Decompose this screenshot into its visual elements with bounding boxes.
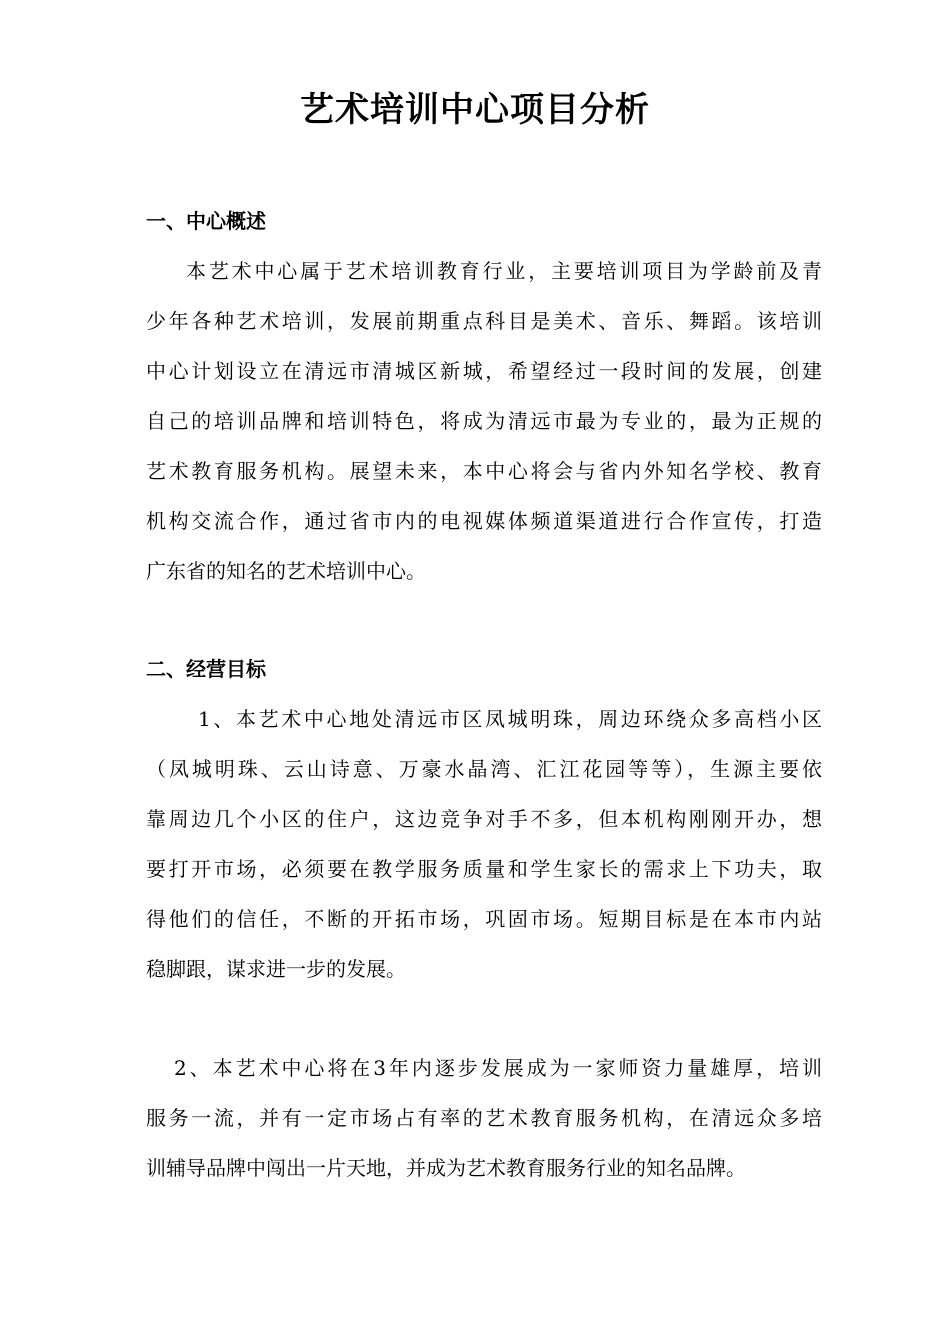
paragraph-line: 中心计划设立在清远市清城区新城，希望经过一段时间的发展，创建 <box>146 359 822 383</box>
paragraph-line: 1、本艺术中心地处清远市区凤城明珠，周边环绕众多高档小区 <box>198 707 822 731</box>
paragraph-line: 机构交流合作，通过省市内的电视媒体频道渠道进行合作宣传，打造 <box>146 509 822 533</box>
paragraph-line: （凤城明珠、云山诗意、万豪水晶湾、汇江花园等等），生源主要依 <box>146 757 822 781</box>
goal-paragraph-1 <box>146 694 822 994</box>
paragraph-line: 少年各种艺术培训，发展前期重点科目是美术、音乐、舞蹈。该培训 <box>146 309 822 333</box>
paragraph-line: 得他们的信任，不断的开拓市场，巩固市场。短期目标是在本市内站 <box>146 907 822 931</box>
paragraph-line: 本艺术中心属于艺术培训教育行业，主要培训项目为学龄前及青 <box>186 259 822 283</box>
section-heading-goals: 二、经营目标 <box>146 657 266 681</box>
paragraph-line: 2、本艺术中心将在3年内逐步发展成为一家师资力量雄厚，培训 <box>174 1056 822 1080</box>
document-title: 艺术培训中心项目分析 <box>300 90 650 130</box>
goal-paragraph-2 <box>146 1043 822 1193</box>
paragraph-line: 靠周边几个小区的住户，这边竞争对手不多，但本机构刚刚开办，想 <box>146 807 822 831</box>
paragraph-line: 训辅导品牌中闯出一片天地，并成为艺术教育服务行业的知名品牌。 <box>146 1156 746 1180</box>
section-heading-overview: 一、中心概述 <box>146 209 266 233</box>
overview-paragraph <box>146 246 822 596</box>
paragraph-line: 服务一流，并有一定市场占有率的艺术教育服务机构，在清远众多培 <box>146 1106 822 1130</box>
paragraph-line: 广东省的知名的艺术培训中心。 <box>146 559 426 583</box>
paragraph-line: 艺术教育服务机构。展望未来，本中心将会与省内外知名学校、教育 <box>146 459 822 483</box>
paragraph-line: 要打开市场，必须要在教学服务质量和学生家长的需求上下功夫，取 <box>146 857 822 881</box>
paragraph-line: 自己的培训品牌和培训特色，将成为清远市最为专业的，最为正规的 <box>146 409 822 433</box>
paragraph-line: 稳脚跟，谋求进一步的发展。 <box>146 957 406 981</box>
